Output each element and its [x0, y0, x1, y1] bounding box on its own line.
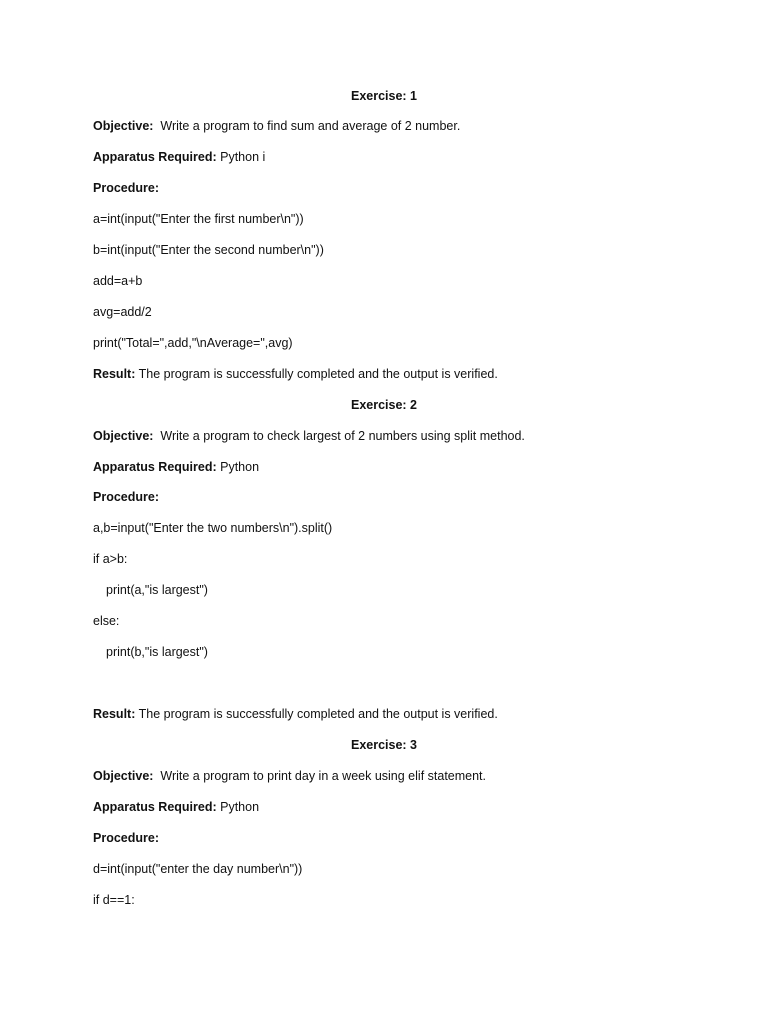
exercise-1-result: Result: The program is successfully completed and the output is verified.	[93, 367, 498, 381]
exercise-1-code-line: avg=add/2	[93, 305, 152, 319]
exercise-3-apparatus: Apparatus Required: Python	[93, 800, 260, 814]
exercise-2-code-line: else:	[93, 614, 120, 628]
exercise-1-code-line: b=int(input("Enter the second number\n"))	[93, 243, 324, 257]
exercise-2-code-line: print(b,"is largest")	[106, 645, 208, 659]
exercise-1-code-line: add=a+b	[93, 274, 143, 288]
exercise-2-code-line: print(a,"is largest")	[106, 583, 208, 597]
exercise-2-objective: Objective: Write a program to check largest of 2 numbers using split method.	[93, 429, 525, 443]
exercise-1-procedure-heading: Procedure:	[93, 181, 159, 195]
exercise-1-title: Exercise: 1	[350, 89, 418, 103]
exercise-3-code-line: d=int(input("enter the day number\n"))	[93, 862, 303, 876]
exercise-2-procedure-heading: Procedure:	[93, 490, 159, 504]
exercise-1-code-line: print("Total=",add,"\nAverage=",avg)	[93, 336, 293, 350]
exercise-3-code-line: if d==1:	[93, 893, 135, 907]
exercise-1-code-line: a=int(input("Enter the first number\n"))	[93, 212, 304, 226]
exercise-2-title: Exercise: 2	[350, 398, 418, 412]
exercise-3-procedure-heading: Procedure:	[93, 831, 159, 845]
exercise-3-objective: Objective: Write a program to print day in a week using elif statement.	[93, 769, 486, 783]
exercise-2-code-line: a,b=input("Enter the two numbers\n").split()	[93, 521, 333, 535]
exercise-3-title: Exercise: 3	[350, 738, 418, 752]
exercise-2-result: Result: The program is successfully completed and the output is verified.	[93, 707, 498, 721]
exercise-2-code-line: if a>b:	[93, 552, 128, 566]
exercise-1-apparatus: Apparatus Required: Python i	[93, 150, 266, 164]
exercise-1-objective: Objective: Write a program to find sum and average of 2 number.	[93, 119, 461, 133]
exercise-2-apparatus: Apparatus Required: Python	[93, 460, 260, 474]
